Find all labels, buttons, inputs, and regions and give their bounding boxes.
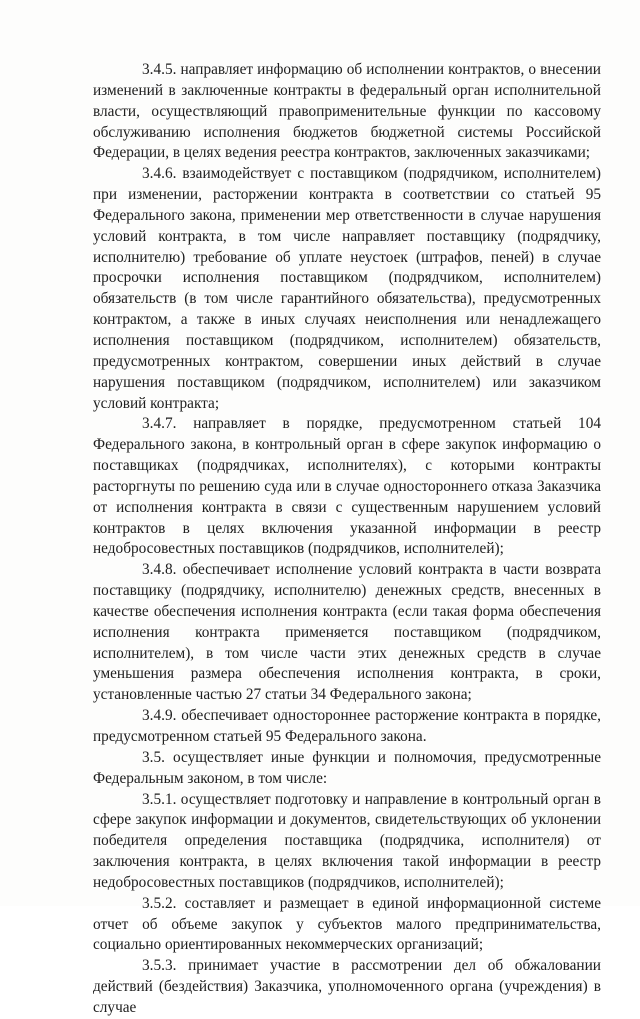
paragraph-3-4-8: 3.4.8. обеспечивает исполнение условий контракта в части возврата поставщику (подрядчику, исполнителю) денежных средств, внесенных в качестве обеспечения исполнения контракта (если такая форма обеспечения исполнения контракта применяется поставщиком (подрядчиком, исполнителем), в том числе части этих денежных средств в случае уменьшения размера обеспечения исполнения контракта, в сроки, установленные частью 27 статьи 34 Федерального закона;	[93, 561, 601, 704]
paragraph-3-4-6: 3.4.6. взаимодействует с поставщиком (подрядчиком, исполнителем) при изменении, расторжении контракта в соответствии со статьей 95 Федерального закона, применении мер ответственности в случае нарушения условий контракта, в том числе направляет поставщику (подрядчику, исполнителю) требование об уплате неустоек (штрафов, пеней) в случае просрочки исполнения поставщиком (подрядчиком, исполнителем) обязательств (в том числе гарантийного обязательства), предусмотренных контрактом, а также в иных случаях неисполнения или ненадлежащего исполнения поставщиком (подрядчиком, исполнителем) обязательств, предусмотренных контрактом, совершении иных действий в случае нарушения поставщиком (подрядчиком, исполнителем) или заказчиком условий контракта;	[93, 165, 601, 412]
paragraph-3-5-2: 3.5.2. составляет и размещает в единой информационной системе отчет об объеме закупок у субъектов малого предпринимательства, социально ориентированных некоммерческих организаций;	[93, 894, 601, 954]
paragraph-3-4-5: 3.4.5. направляет информацию об исполнении контрактов, о внесении изменений в заключенные контракты в федеральный орган исполнительной власти, осуществляющий правоприменительные функции по кассовому обслуживанию исполнения бюджетов бюджетной системы Российской Федерации, в целях ведения реестра контрактов, заключенных заказчиками;	[93, 61, 601, 162]
document-body	[93, 60, 601, 1019]
paragraph-3-5-1: 3.5.1. осуществляет подготовку и направление в контрольный орган в сфере закупок информации и документов, свидетельствующих об уклонении победителя определения поставщика (подрядчика, исполнителя) от заключения контракта, в целях включения такой информации в реестр недобросовестных поставщиков (подрядчиков, исполнителей);	[93, 790, 601, 891]
paragraph-3-4-9: 3.4.9. обеспечивает одностороннее расторжение контракта в порядке, предусмотренном статьей 95 Федерального закона.	[93, 707, 601, 745]
paragraph-3-5-3: 3.5.3. принимает участие в рассмотрении дел об обжаловании действий (бездействия) Заказчика, уполномоченного органа (учреждения) в случае	[93, 957, 601, 1016]
paragraph-3-4-7: 3.4.7. направляет в порядке, предусмотренном статьей 104 Федерального закона, в контрольный орган в сфере закупок информацию о поставщиках (подрядчиках, исполнителях), с которыми контракты расторгнуты по решению суда или в случае одностороннего отказа Заказчика от исполнения контракта в связи с существенным нарушением условий контрактов в целях включения указанной информации в реестр недобросовестных поставщиков (подрядчиков, исполнителей);	[93, 415, 601, 558]
paragraph-3-5: 3.5. осуществляет иные функции и полномочия, предусмотренные Федеральным законом, в том числе:	[93, 748, 601, 787]
